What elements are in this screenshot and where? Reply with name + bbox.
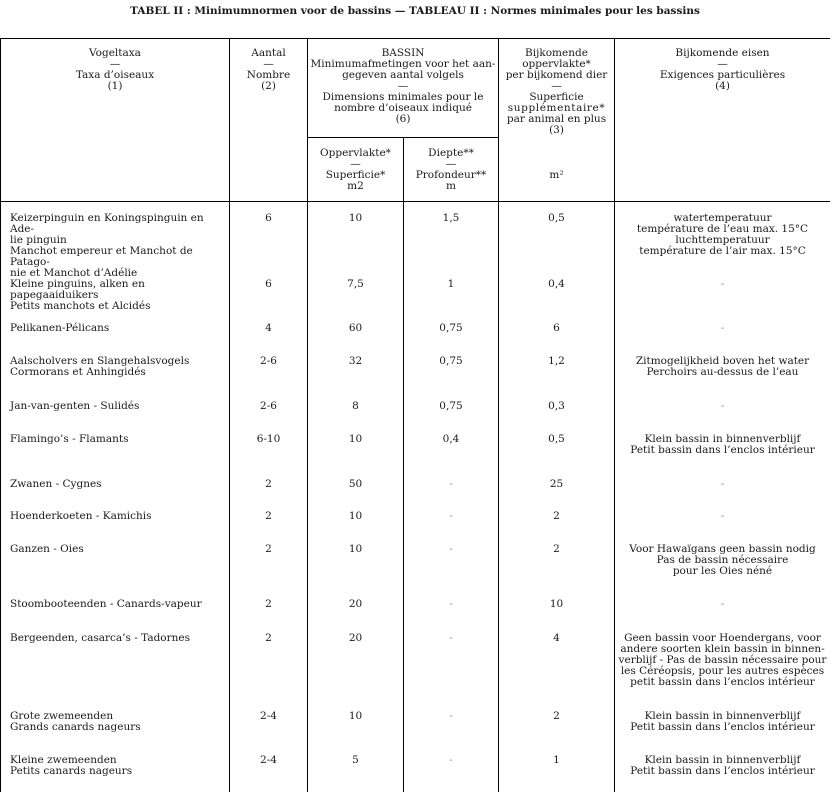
cell-line: Zwanen - Cygnes (10, 478, 102, 490)
cell-aantal (230, 401, 307, 412)
header-line: Oppervlakte* (320, 147, 391, 159)
cell-eisen (615, 213, 830, 257)
cell-line: - (720, 322, 725, 334)
bassin-table (0, 38, 830, 792)
cell-line: Kleine pinguins, alken en papegaaiduikers (10, 278, 145, 301)
header-line: Diepte** (428, 147, 474, 159)
cell-opp (308, 434, 403, 445)
cell-line: - (720, 278, 725, 290)
cell-line: 0,4 (548, 278, 565, 290)
cell-line: Jan-van-genten - Sulidés (10, 400, 140, 412)
cell-bijk (499, 599, 614, 610)
cell-taxa (10, 711, 228, 733)
cell-aantal (230, 479, 307, 490)
cell-line: les Céréopsis, pour les autres espèces (620, 665, 825, 677)
cell-line: 10 (549, 598, 564, 610)
cell-line: Geen bassin voor Hoendergans, voor (624, 632, 821, 644)
cell-bijk (499, 323, 614, 334)
cell-line: Grands canards nageurs (10, 721, 141, 733)
header-diepte (404, 148, 498, 192)
header-line: Bijkomende (525, 47, 588, 59)
header-line: gegeven aantal volgels (342, 69, 464, 81)
cell-line: Petit bassin dans l’enclos intérieur (630, 444, 815, 456)
header-bottom-rule (1, 201, 830, 202)
cell-line: 6 (265, 212, 272, 224)
cell-aantal (230, 755, 307, 766)
cell-opp (308, 511, 403, 522)
cell-diepte (404, 213, 498, 224)
header-line: BASSIN (381, 47, 425, 59)
cell-diepte (404, 434, 498, 445)
header-line: — (263, 58, 274, 70)
cell-line: - (449, 598, 453, 610)
header-bijkomende-eisen (615, 48, 830, 92)
header-line: (1) (107, 80, 123, 92)
cell-bijk (499, 401, 614, 412)
cell-taxa (10, 755, 228, 777)
header-line: — (397, 80, 409, 92)
cell-line: 10 (348, 543, 363, 555)
cell-line: 2 (265, 510, 272, 522)
cell-line: 1 (553, 754, 560, 766)
cell-line: 4 (553, 632, 560, 644)
header-line: — (551, 80, 562, 92)
cell-line: Hoenderkoeten - Kamichis (10, 510, 152, 522)
cell-eisen (615, 633, 830, 688)
cell-line: andere soorten klein bassin in binnen- (620, 643, 825, 655)
cell-line: - (720, 598, 725, 610)
header-line: (3) (549, 124, 564, 136)
cell-line: Pelikanen-Pélicans (10, 322, 110, 334)
cell-line: Kleine zwemeenden (10, 754, 117, 766)
header-line: Aantal (251, 47, 286, 59)
cell-opp (308, 479, 403, 490)
cell-line: 2 (553, 510, 560, 522)
cell-bijk (499, 279, 614, 290)
cell-line: Keizerpinguin en Koningspinguin en Ade- (10, 212, 204, 235)
cell-line: Petit bassin dans l’enclos intérieur (630, 765, 815, 777)
header-line: (2) (261, 80, 276, 92)
header-taxa (1, 48, 229, 92)
cell-line: 6-10 (256, 433, 281, 445)
cell-line: 25 (549, 478, 564, 490)
col-divider (498, 39, 499, 792)
cell-aantal (230, 279, 307, 290)
cell-line: - (449, 478, 453, 490)
col-divider (403, 137, 404, 792)
cell-line: Petits manchots et Alcidés (10, 300, 151, 312)
cell-opp (308, 356, 403, 367)
cell-line: Flamingo’s - Flamants (10, 433, 129, 445)
cell-line: 7,5 (347, 278, 364, 290)
cell-eisen (615, 544, 830, 577)
cell-taxa (10, 434, 228, 445)
cell-line: Klein bassin in binnenverblijf (644, 710, 801, 722)
cell-line: 0,75 (439, 400, 463, 412)
cell-eisen (615, 323, 830, 334)
cell-line: 0,75 (439, 355, 463, 367)
cell-diepte (404, 711, 498, 722)
cell-line: verblijf - Pas de bassin nécessaire pour (618, 654, 827, 666)
cell-opp (308, 213, 403, 224)
cell-line: 10 (348, 212, 363, 224)
cell-diepte (404, 323, 498, 334)
cell-bijk (499, 544, 614, 555)
cell-eisen (615, 401, 830, 412)
cell-line: 6 (265, 278, 272, 290)
cell-taxa (10, 323, 228, 334)
cell-diepte (404, 401, 498, 412)
cell-line: 60 (348, 322, 363, 334)
cell-bijk (499, 711, 614, 722)
cell-aantal (230, 213, 307, 224)
cell-line: watertemperatuur (673, 212, 772, 224)
cell-line: 2 (553, 543, 560, 555)
cell-line: Voor Hawaïgans geen bassin nodig (629, 543, 816, 555)
cell-bijk (499, 434, 614, 445)
header-line: Minimumafmetingen voor het aan- (310, 58, 496, 70)
cell-line: Cormorans et Anhingidés (10, 366, 146, 378)
cell-aantal (230, 511, 307, 522)
cell-line: Aalscholvers en Slangehalsvogels (10, 355, 190, 367)
cell-line: 1 (447, 278, 455, 290)
cell-line: Manchot empereur et Manchot de Patago- (10, 245, 193, 268)
cell-opp (308, 279, 403, 290)
cell-aantal (230, 434, 307, 445)
cell-line: 5 (352, 754, 359, 766)
cell-eisen (615, 279, 830, 290)
header-line: Bijkomende eisen (675, 47, 770, 59)
cell-line: 1,5 (442, 212, 460, 224)
header-line: par animal en plus (506, 113, 607, 125)
cell-line: 0,75 (439, 322, 463, 334)
cell-eisen (615, 356, 830, 378)
cell-line: petit bassin dans l’enclos intérieur (630, 676, 815, 688)
header-line: — (445, 158, 457, 170)
cell-line: Klein bassin in binnenverblijf (644, 433, 801, 445)
cell-opp (308, 599, 403, 610)
cell-taxa (10, 633, 228, 644)
cell-line: - (449, 632, 453, 644)
cell-bijk (499, 213, 614, 224)
cell-line: Ganzen - Oies (10, 543, 84, 555)
cell-taxa (10, 511, 228, 522)
cell-taxa (10, 401, 228, 412)
cell-line: 50 (348, 478, 363, 490)
cell-line: 8 (352, 400, 359, 412)
cell-line: - (720, 400, 725, 412)
cell-line: 10 (348, 710, 363, 722)
table-title: TABEL II : Minimumnormen voor de bassins — TABLEAU II : Normes minimales pour les bassins (130, 5, 700, 17)
cell-aantal (230, 544, 307, 555)
cell-diepte (404, 544, 498, 555)
cell-bijk (499, 511, 614, 522)
col-divider (229, 39, 230, 792)
header-line: Superficie* (325, 169, 386, 181)
cell-bijk (499, 479, 614, 490)
cell-diepte (404, 511, 498, 522)
header-bijkomende-oppervlakte (499, 48, 614, 136)
cell-line: nie et Manchot d’Adélie (10, 267, 138, 279)
cell-diepte (404, 633, 498, 644)
cell-line: température de l’air max. 15°C (639, 245, 806, 257)
cell-line: luchttemperatuur (675, 234, 770, 246)
cell-line: 2-6 (260, 400, 277, 412)
cell-line: 4 (265, 322, 272, 334)
header-unit-m2: m² (549, 169, 564, 181)
cell-diepte (404, 279, 498, 290)
cell-aantal (230, 599, 307, 610)
cell-line: - (720, 510, 725, 522)
cell-line: Zitmogelijkheid boven het water (635, 355, 810, 367)
header-line: Vogeltaxa (89, 47, 141, 59)
cell-line: - (449, 754, 453, 766)
cell-line: 1,2 (548, 355, 565, 367)
header-line: per bijkomend dier (505, 69, 608, 81)
cell-opp (308, 544, 403, 555)
header-aantal (230, 48, 307, 92)
header-line: (4) (715, 80, 730, 92)
header-line: Nombre (246, 69, 291, 81)
cell-eisen (615, 511, 830, 522)
cell-line: - (449, 510, 453, 522)
cell-taxa (10, 213, 228, 279)
bassin-subheader-rule (307, 137, 498, 138)
cell-line: - (449, 710, 453, 722)
cell-line: Petits canards nageurs (10, 765, 133, 777)
header-line: Superficie (529, 91, 584, 103)
header-line: — (109, 58, 121, 70)
header-line: Taxa d’oiseaux (75, 69, 155, 81)
cell-line: 20 (348, 632, 363, 644)
cell-taxa (10, 356, 228, 378)
cell-aantal (230, 633, 307, 644)
header-line: — (350, 158, 361, 170)
header-line: Dimensions minimales pour le (322, 91, 484, 103)
cell-diepte (404, 599, 498, 610)
header-line: m (446, 180, 456, 192)
cell-eisen (615, 711, 830, 733)
cell-taxa (10, 544, 228, 555)
header-line: supplémentaire* (507, 102, 606, 114)
cell-eisen (615, 599, 830, 610)
header-line: Profondeur** (415, 169, 487, 181)
cell-aantal (230, 711, 307, 722)
header-line: Exigences particulières (659, 69, 786, 81)
cell-line: 10 (348, 433, 363, 445)
cell-line: - (449, 543, 453, 555)
cell-line: 2 (265, 478, 272, 490)
cell-line: 2 (265, 598, 272, 610)
header-line: m2 (347, 180, 364, 192)
cell-bijk (499, 633, 614, 644)
cell-eisen (615, 434, 830, 456)
cell-line: 6 (553, 322, 560, 334)
cell-line: Pas de bassin nécessaire (656, 554, 789, 566)
cell-line: Klein bassin in binnenverblijf (644, 754, 801, 766)
cell-line: 2-4 (260, 754, 277, 766)
cell-aantal (230, 323, 307, 334)
cell-line: 32 (348, 355, 363, 367)
cell-bijk (499, 755, 614, 766)
cell-line: 2 (553, 710, 560, 722)
cell-opp (308, 323, 403, 334)
cell-line: Stoombooteenden - Canards-vapeur (10, 598, 202, 610)
cell-line: - (720, 478, 725, 490)
cell-line: Perchoirs au-dessus de l’eau (646, 366, 799, 378)
cell-line: 2-4 (260, 710, 277, 722)
cell-line: 20 (348, 598, 363, 610)
cell-line: 0,3 (548, 400, 565, 412)
cell-taxa (10, 479, 228, 490)
cell-diepte (404, 479, 498, 490)
cell-line: 0,5 (548, 433, 565, 445)
cell-eisen (615, 479, 830, 490)
cell-line: Bergeenden, casarca’s - Tadornes (10, 632, 191, 644)
cell-aantal (230, 356, 307, 367)
header-line: nombre d’oiseaux indiqué (334, 102, 472, 114)
cell-diepte (404, 755, 498, 766)
header-oppervlakte (308, 148, 403, 192)
cell-line: lie pinguin (10, 234, 67, 246)
cell-line: 0,5 (548, 212, 565, 224)
cell-taxa (10, 279, 228, 312)
header-line: — (717, 58, 728, 70)
cell-bijk (499, 356, 614, 367)
header-bassin (308, 48, 498, 125)
cell-line: 2-6 (260, 355, 277, 367)
header-line: oppervlakte* (522, 58, 591, 70)
cell-line: Grote zwemeenden (10, 710, 114, 722)
cell-line: 2 (265, 632, 272, 644)
cell-opp (308, 711, 403, 722)
cell-eisen (615, 755, 830, 777)
cell-line: Petit bassin dans l’enclos intérieur (630, 721, 815, 733)
cell-taxa (10, 599, 228, 610)
header-line: (6) (395, 113, 411, 125)
cell-opp (308, 633, 403, 644)
cell-opp (308, 401, 403, 412)
cell-opp (308, 755, 403, 766)
cell-line: 10 (348, 510, 363, 522)
cell-diepte (404, 356, 498, 367)
cell-line: 0,4 (442, 433, 460, 445)
cell-line: température de l’eau max. 15°C (636, 223, 809, 235)
cell-line: 2 (265, 543, 272, 555)
cell-line: pour les Oies néné (672, 565, 773, 577)
